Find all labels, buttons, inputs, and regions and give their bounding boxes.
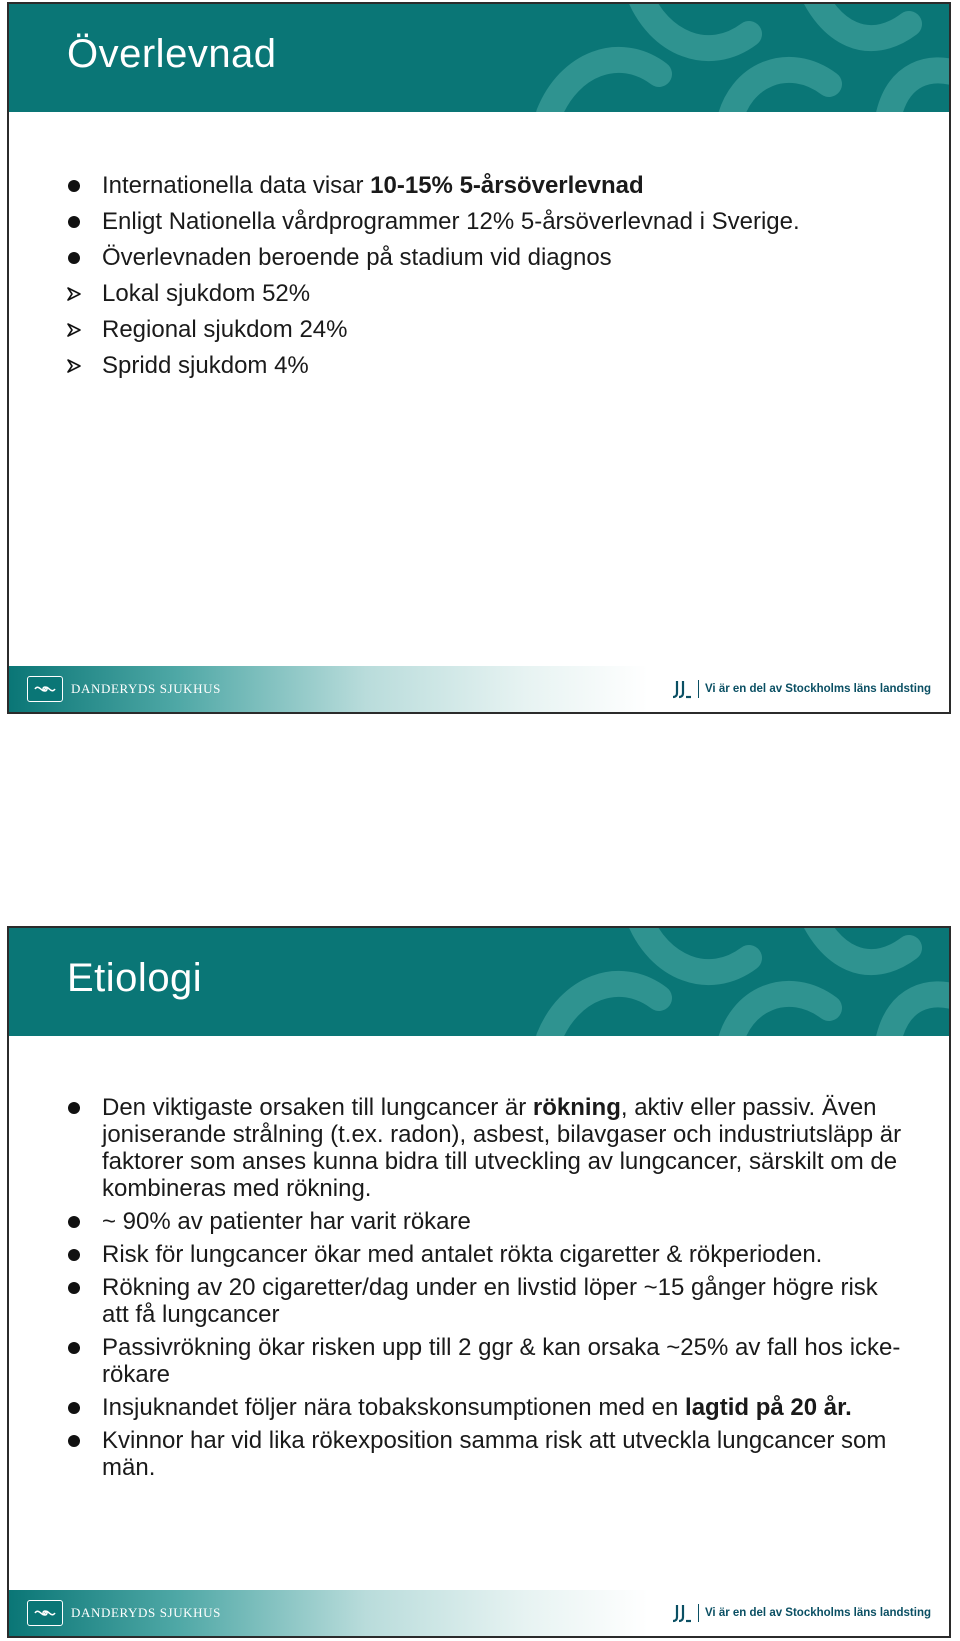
slide-header [9, 4, 949, 112]
list-item: Passivrökning ökar risken upp till 2 ggr & kan orsaka ~25% av fall hos icke-rökare [64, 1334, 909, 1388]
bullet-dot-icon [68, 1249, 80, 1261]
bullet-list [64, 172, 909, 379]
arrow-bullet-icon [66, 286, 84, 302]
list-item: Risk för lungcancer ökar med antalet rökta cigaretter & rökperioden. [64, 1241, 909, 1268]
header-decoration-graphic [509, 928, 949, 1036]
logo-divider [698, 1604, 699, 1622]
list-item: Enligt Nationella vårdprogrammer 12% 5-årsöverlevnad i Sverige. [64, 208, 909, 235]
header-decoration-graphic [509, 4, 949, 112]
list-item: Lokal sjukdom 52% [64, 280, 909, 307]
list-item: Rökning av 20 cigaretter/dag under en livstid löper ~15 gånger högre risk att få lungcancer [64, 1274, 909, 1328]
danderyd-emblem-icon [27, 676, 63, 702]
slide-title: Överlevnad [67, 32, 277, 76]
sll-emblem-icon [672, 1603, 692, 1623]
slide-header [9, 928, 949, 1036]
arrow-bullet-icon [66, 322, 84, 338]
danderyds-logo [27, 676, 221, 702]
danderyd-emblem-icon [27, 1600, 63, 1626]
danderyd-logo-text: DANDERYDS SJUKHUS [71, 1605, 221, 1620]
sll-emblem-icon [672, 679, 692, 699]
sll-logo-text: Vi är en del av Stockholms läns landsting [704, 683, 931, 695]
list-item: Spridd sjukdom 4% [64, 352, 909, 379]
list-item: Insjuknandet följer nära tobakskonsumptionen med en lagtid på 20 år. [64, 1394, 909, 1421]
bullet-dot-icon [68, 180, 80, 192]
bullet-dot-icon [68, 1216, 80, 1228]
arrow-bullet-icon [66, 358, 84, 374]
slide-footer [9, 666, 949, 712]
bullet-dot-icon [68, 1342, 80, 1354]
bullet-list [64, 1094, 909, 1481]
bullet-dot-icon [68, 1102, 80, 1114]
slide-overlevnad [7, 2, 951, 714]
bullet-dot-icon [68, 1435, 80, 1447]
list-item: Internationella data visar 10-15% 5-årsöverlevnad [64, 172, 909, 199]
bullet-dot-icon [68, 216, 80, 228]
sll-logo [672, 679, 931, 699]
logo-divider [698, 680, 699, 698]
slide-etiologi [7, 926, 951, 1638]
bullet-dot-icon [68, 1402, 80, 1414]
list-item: ~ 90% av patienter har varit rökare [64, 1208, 909, 1235]
list-item: Kvinnor har vid lika rökexposition samma risk att utveckla lungcancer som män. [64, 1427, 909, 1481]
slide-content [64, 1094, 909, 1487]
bullet-dot-icon [68, 252, 80, 264]
slide-content [64, 172, 909, 388]
danderyd-logo-text: DANDERYDS SJUKHUS [71, 681, 221, 696]
bullet-dot-icon [68, 1282, 80, 1294]
danderyds-logo [27, 1600, 221, 1626]
list-item: Den viktigaste orsaken till lungcancer är rökning, aktiv eller passiv. Även joniserande strålning (t.ex. radon), asbest, bilavgaser och industriutsläpp är faktorer som anses kunna bidra till utveckling av lungcancer, särskilt om de kombineras med rökning. [64, 1094, 909, 1202]
sll-logo [672, 1603, 931, 1623]
sll-logo-text: Vi är en del av Stockholms läns landsting [704, 1607, 931, 1619]
list-item: Överlevnaden beroende på stadium vid diagnos [64, 244, 909, 271]
slide-title: Etiologi [67, 956, 203, 1000]
list-item: Regional sjukdom 24% [64, 316, 909, 343]
slide-footer [9, 1590, 949, 1636]
